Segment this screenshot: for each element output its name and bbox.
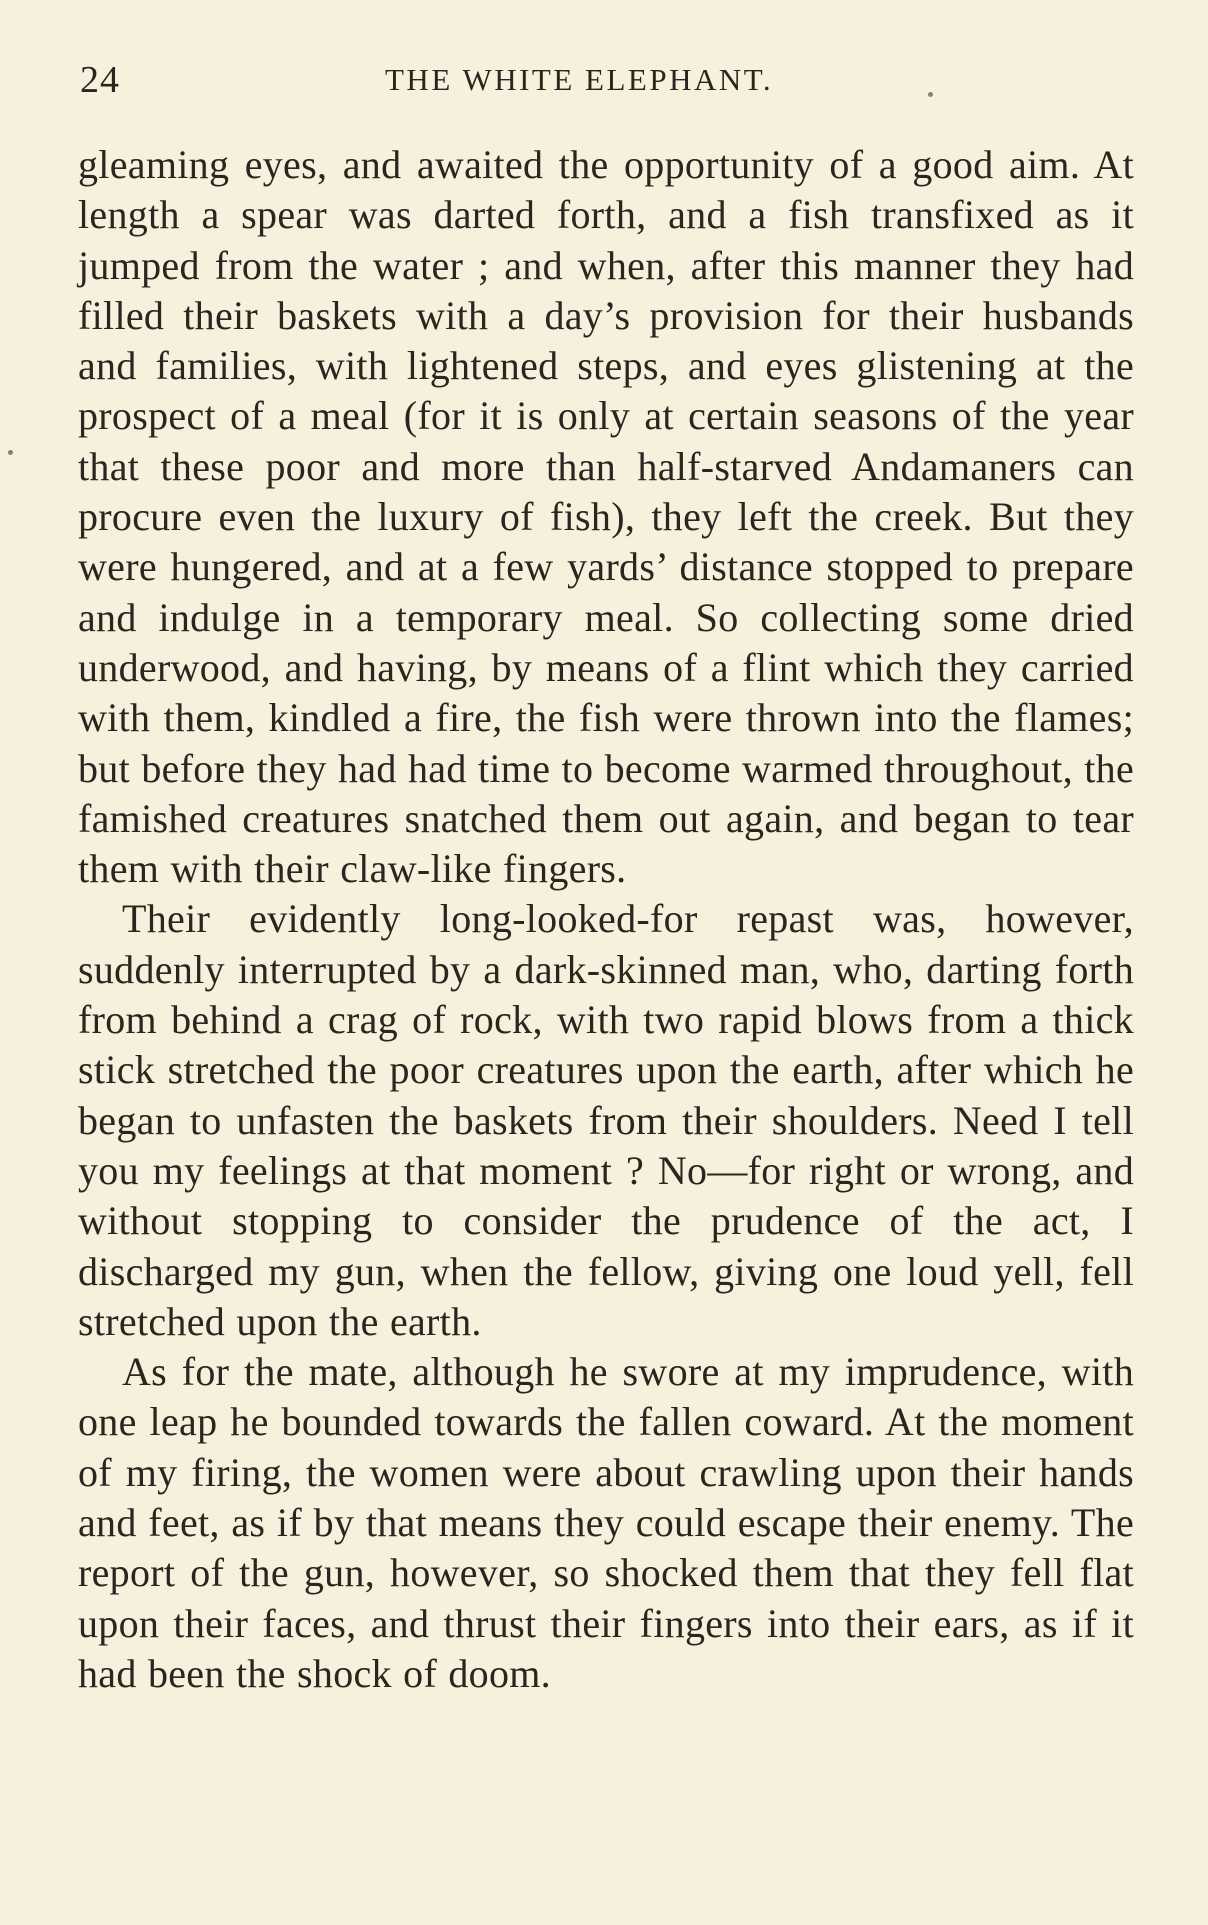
body-text (78, 140, 1134, 1699)
page-number: 24 (80, 59, 120, 101)
paragraph-2: Their evidently long-looked-for repast was, however, suddenly interrupted by a dark-skinned man, who, darting forth from behind a crag of rock, with two rapid blows from a thick stick stretched the poor creatures upon the earth, after which he began to unfasten the baskets from their shoulders. Need I tell you my feelings at that moment ? No—for right or wrong, and without stopping to consider the prudence of the act, I discharged my gun, when the fellow, giving one loud yell, fell stretched upon the earth. (78, 896, 1134, 1344)
running-title: THE WHITE ELEPHANT. (385, 62, 774, 97)
running-head (80, 58, 1130, 108)
paragraph-1: gleaming eyes, and awaited the opportunity of a good aim. At length a spear was darted forth, and a fish transfixed as it jumped from the water ; and when, after this manner they had filled their baskets with a day’s provision for their husbands and families, with lightened steps, and eyes glistening at the prospect of a meal (for it is only at certain seasons of the year that these poor and more than half-starved Andamaners can procure even the luxury of fish), they left the creek. But they were hungered, and at a few yards’ distance stopped to prepare and indulge in a temporary meal. So collecting some dried underwood, and having, by means of a flint which they carried with them, kindled a fire, the fish were thrown into the flames; but before they had had time to become warmed throughout, the famished creatures snatched them out again, and began to tear them with their claw-like fingers. (78, 142, 1134, 892)
paragraph-3: As for the mate, although he swore at my imprudence, with one leap he bounded towards the fallen coward. At the moment of my firing, the women were about crawling upon their hands and feet, as if by that means they could escape their enemy. The report of the gun, however, so shocked them that they fell flat upon their faces, and thrust their fingers into their ears, as if it had been the shock of doom. (78, 1349, 1134, 1696)
print-speck (928, 92, 933, 97)
print-speck (8, 450, 13, 455)
